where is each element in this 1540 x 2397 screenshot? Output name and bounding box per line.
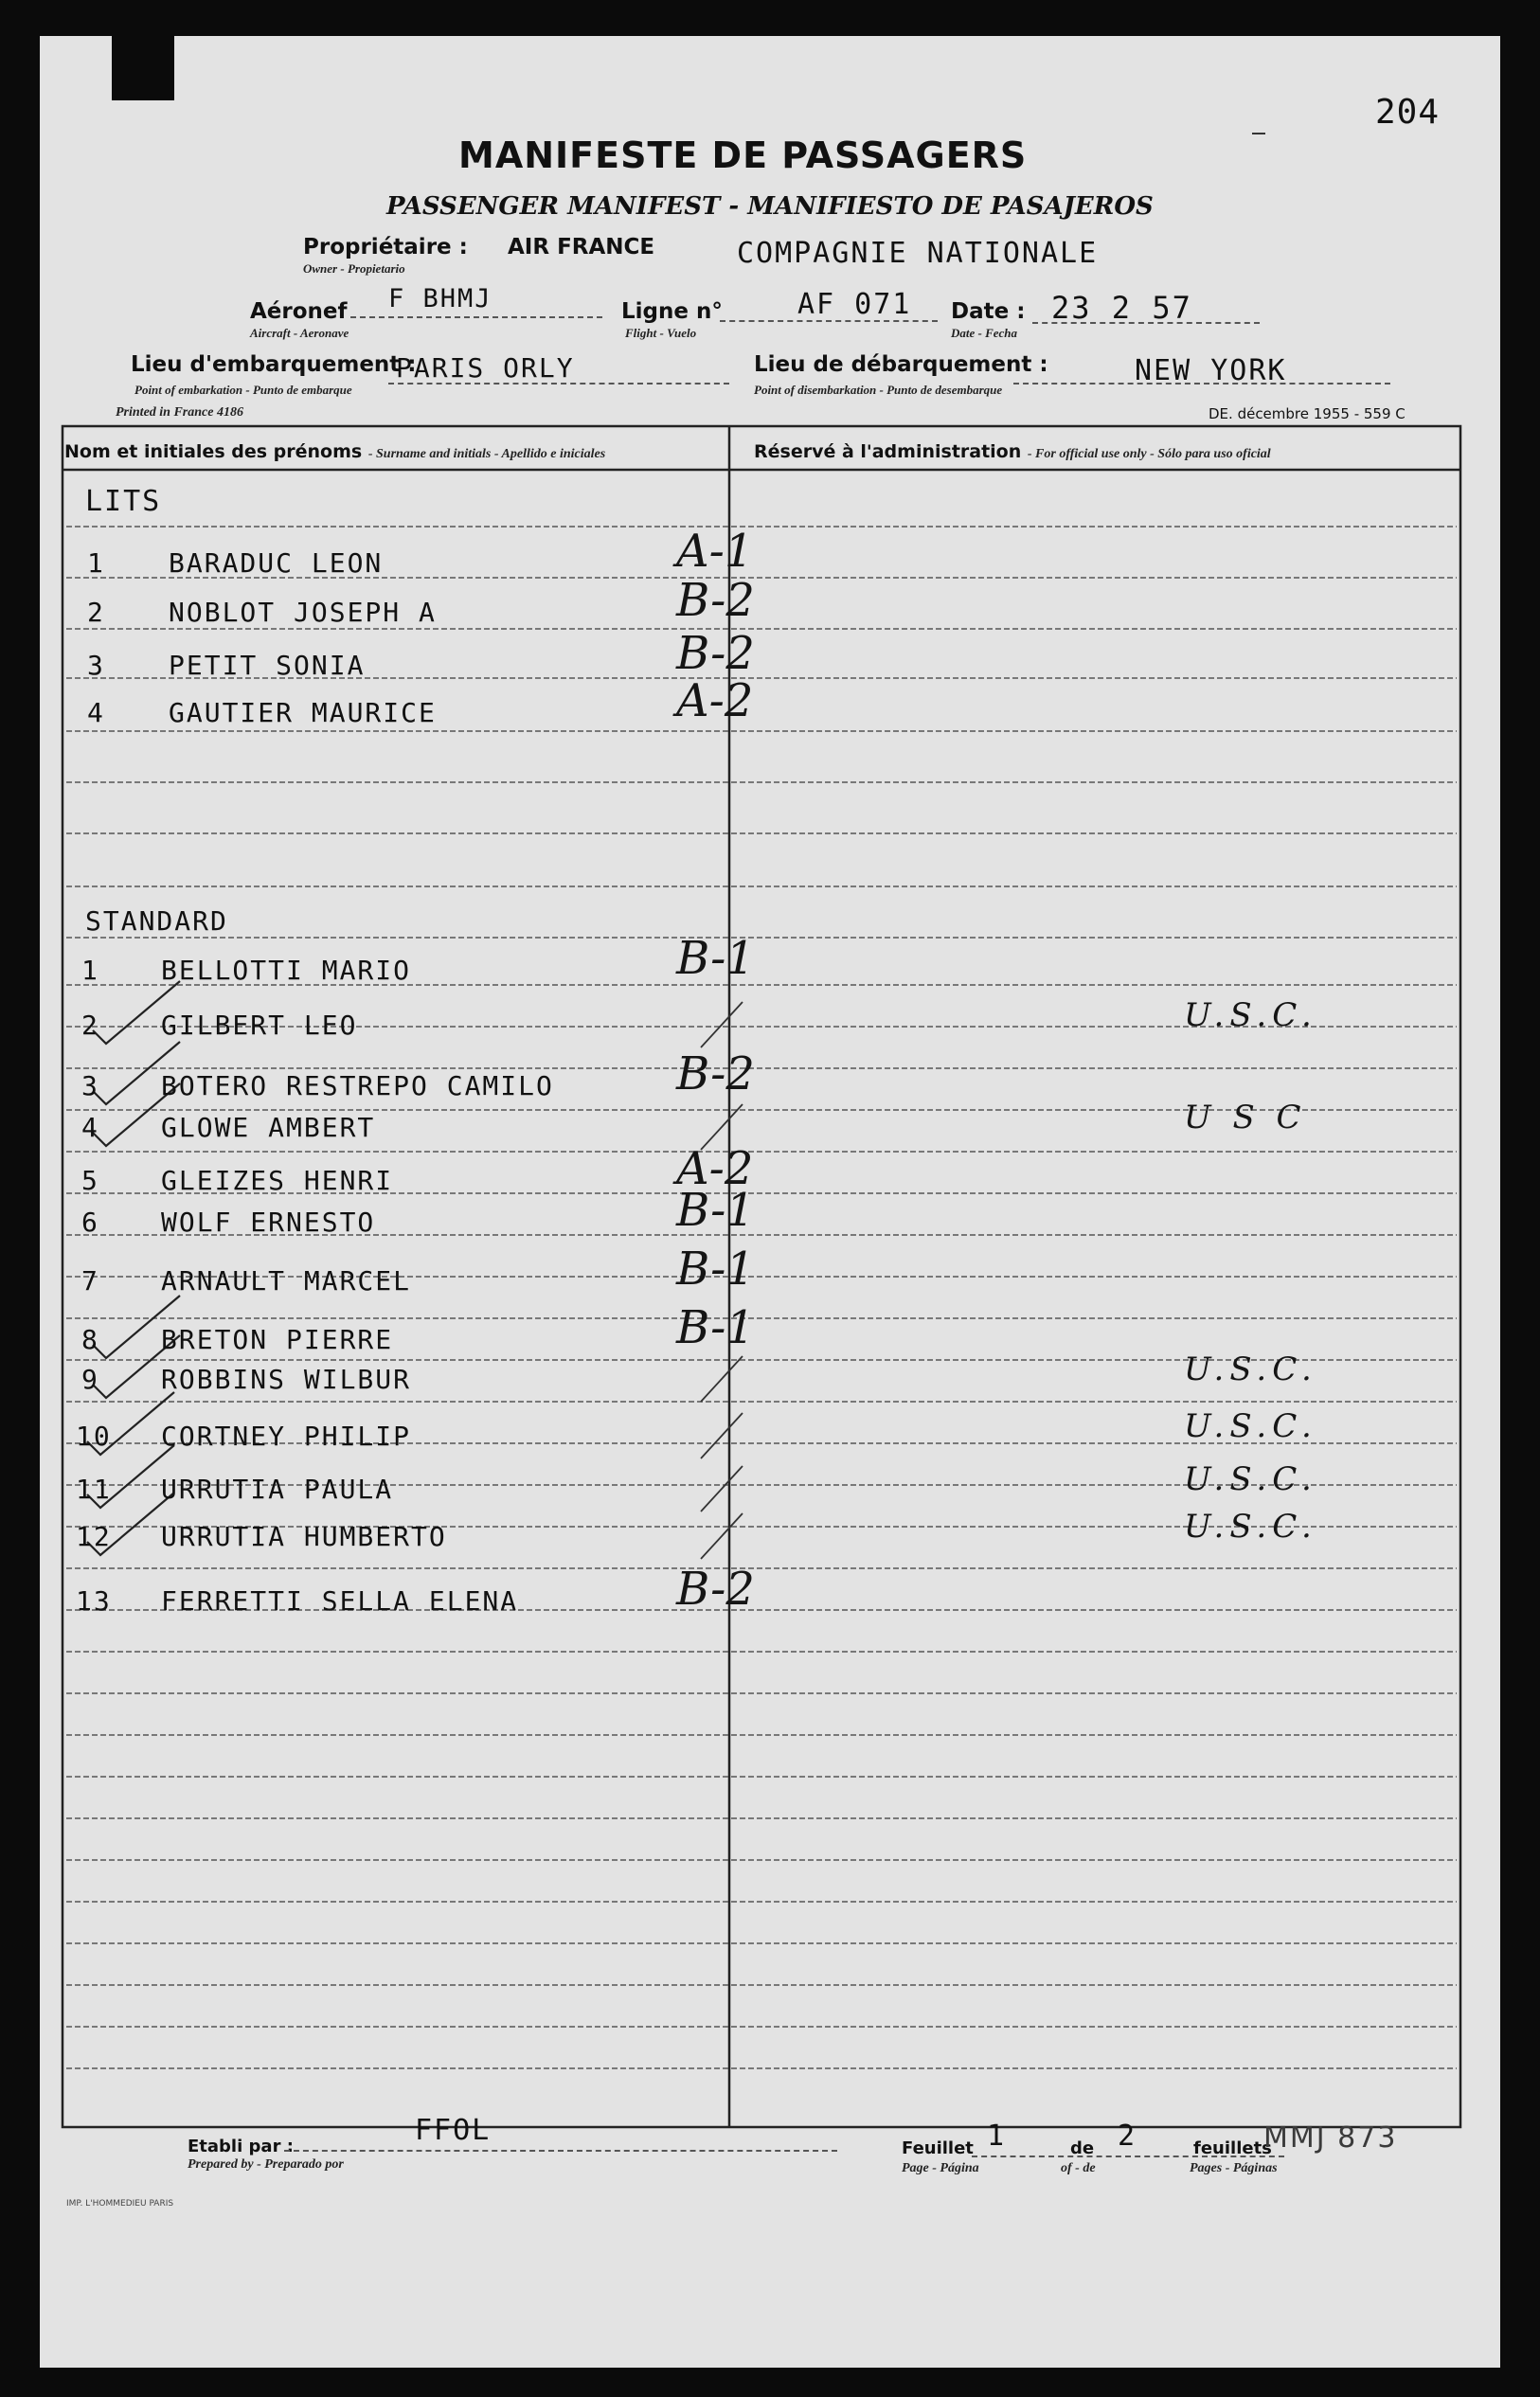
admin-tick (701, 1356, 743, 1402)
usc-note-handwritten: U.S.C. (1184, 1351, 1317, 1388)
printed-note: Printed in France 4186 (116, 405, 243, 420)
passenger-name: WOLF ERNESTO (161, 1207, 376, 1238)
fare-code-handwritten: B-2 (676, 627, 755, 680)
embark-label: Lieu d'embarquement : (131, 352, 417, 377)
embark-sublabel: Point of embarkation - Punto de embarque (134, 383, 352, 397)
of-sublabel: of - de (1061, 2161, 1096, 2175)
passenger-number: 4 (81, 1112, 99, 1143)
passenger-number: 2 (81, 1010, 99, 1041)
form-title: MANIFESTE DE PASSAGERS (458, 134, 1028, 176)
passenger-number: 5 (81, 1165, 99, 1196)
passenger-number: 11 (76, 1474, 112, 1505)
sheet-label: Feuillet (902, 2138, 974, 2158)
passenger-name: ROBBINS WILBUR (161, 1364, 412, 1395)
sheets-sublabel: Pages - Páginas (1190, 2161, 1278, 2175)
fare-code-handwritten: A-1 (676, 525, 754, 578)
imprint: IMP. L'HOMMEDIEU PARIS (66, 2199, 174, 2209)
date-value: 23 2 57 (1051, 290, 1192, 326)
sheet-line (972, 2156, 1284, 2157)
flight-value: AF 071 (797, 288, 912, 321)
aircraft-label: Aéronef (250, 299, 348, 324)
passenger-number: 3 (87, 650, 105, 681)
flight-sublabel: Flight - Vuelo (625, 326, 697, 340)
usc-note-handwritten: U S C (1184, 1099, 1307, 1136)
disembark-sublabel: Point of disembarkation - Punto de desembarque (754, 383, 1003, 397)
passenger-name: NOBLOT JOSEPH A (169, 597, 437, 628)
passenger-number: 13 (76, 1585, 112, 1617)
form-subtitle: PASSENGER MANIFEST - MANIFIESTO DE PASAJEROS (386, 192, 1154, 221)
passenger-number: 7 (81, 1265, 99, 1297)
prepared-label: Etabli par : (188, 2137, 294, 2156)
stamp-number: MMJ 873 (1263, 2121, 1398, 2155)
passenger-name: BARADUC LEON (169, 547, 384, 579)
sheet-value: 1 (987, 2120, 1007, 2153)
page-number: 204 (1375, 93, 1441, 132)
passenger-name: PETIT SONIA (169, 650, 366, 681)
passenger-number: 6 (81, 1207, 99, 1238)
fare-code-handwritten: B-2 (676, 574, 755, 627)
sheet-sublabel: Page - Página (902, 2161, 979, 2175)
passenger-name: FERRETTI SELLA ELENA (161, 1585, 519, 1617)
of-value: 2 (1118, 2120, 1137, 2153)
admin-tick (701, 1466, 743, 1512)
fare-code-handwritten: B-1 (676, 1301, 755, 1354)
usc-note-handwritten: U.S.C. (1184, 1460, 1317, 1498)
embark-value: PARIS ORLY (396, 352, 575, 384)
section-standard: STANDARD (85, 905, 228, 937)
admin-tick (701, 1002, 743, 1047)
col1-header: Nom et initiales des prénoms - Surname and initials - Apellido e iniciales (64, 441, 606, 462)
passenger-name: BELLOTTI MARIO (161, 955, 412, 986)
passenger-name: GAUTIER MAURICE (169, 697, 437, 728)
passenger-name: BOTERO RESTREPO CAMILO (161, 1070, 554, 1101)
owner-typed: COMPAGNIE NATIONALE (737, 237, 1099, 270)
usc-note-handwritten: U.S.C. (1184, 996, 1317, 1034)
owner-sublabel: Owner - Propietario (303, 261, 405, 276)
passenger-number: 2 (87, 597, 105, 628)
section-lits: LITS (85, 485, 162, 518)
passenger-number: 9 (81, 1364, 99, 1395)
passenger-name: GLEIZES HENRI (161, 1165, 394, 1196)
fare-code-handwritten: B-1 (676, 932, 755, 985)
prepared-sublabel: Prepared by - Preparado por (188, 2157, 344, 2172)
admin-tick (701, 1413, 743, 1458)
passenger-name: URRUTIA PAULA (161, 1474, 394, 1505)
fare-code-handwritten: B-1 (676, 1184, 755, 1237)
date-label: Date : (951, 299, 1026, 324)
disembark-value: NEW YORK (1135, 354, 1287, 387)
passenger-name: GLOWE AMBERT (161, 1112, 376, 1143)
admin-tick (701, 1513, 743, 1559)
flight-label: Ligne n° (621, 299, 723, 324)
passenger-name: BRETON PIERRE (161, 1324, 394, 1355)
prepared-line (284, 2150, 837, 2152)
fare-code-handwritten: A-2 (676, 1142, 754, 1195)
passenger-number: 12 (76, 1521, 112, 1552)
date-sublabel: Date - Fecha (951, 326, 1018, 340)
passenger-number: 8 (81, 1324, 99, 1355)
fare-code-handwritten: B-1 (676, 1243, 755, 1296)
usc-note-handwritten: U.S.C. (1184, 1508, 1317, 1546)
passenger-number: 10 (76, 1421, 112, 1452)
aircraft-sublabel: Aircraft - Aeronave (250, 326, 349, 340)
owner-label: Propriétaire : (303, 235, 468, 259)
passenger-number: 1 (81, 955, 99, 986)
aircraft-value: F BHMJ (388, 284, 492, 313)
passenger-name: ARNAULT MARCEL (161, 1265, 412, 1297)
passenger-name: GILBERT LEO (161, 1010, 358, 1041)
fare-code-handwritten: B-2 (676, 1563, 755, 1616)
passenger-number: 4 (87, 697, 105, 728)
sheets-label: feuillets (1193, 2138, 1272, 2158)
usc-note-handwritten: U.S.C. (1184, 1407, 1317, 1445)
owner-printed: AIR FRANCE (508, 235, 655, 259)
passenger-name: URRUTIA HUMBERTO (161, 1521, 447, 1552)
of-label: de (1070, 2138, 1095, 2158)
fare-code-handwritten: B-2 (676, 1047, 755, 1100)
passenger-number: 3 (81, 1070, 99, 1101)
col2-header: Réservé à l'administration - For official use only - Sólo para uso oficial (754, 441, 1271, 462)
prepared-value: FFOL (415, 2114, 492, 2147)
fare-code-handwritten: A-2 (676, 674, 754, 727)
passenger-name: CORTNEY PHILIP (161, 1421, 412, 1452)
passenger-number: 1 (87, 547, 105, 579)
form-code: DE. décembre 1955 - 559 C (1209, 405, 1406, 422)
disembark-label: Lieu de débarquement : (754, 352, 1048, 377)
